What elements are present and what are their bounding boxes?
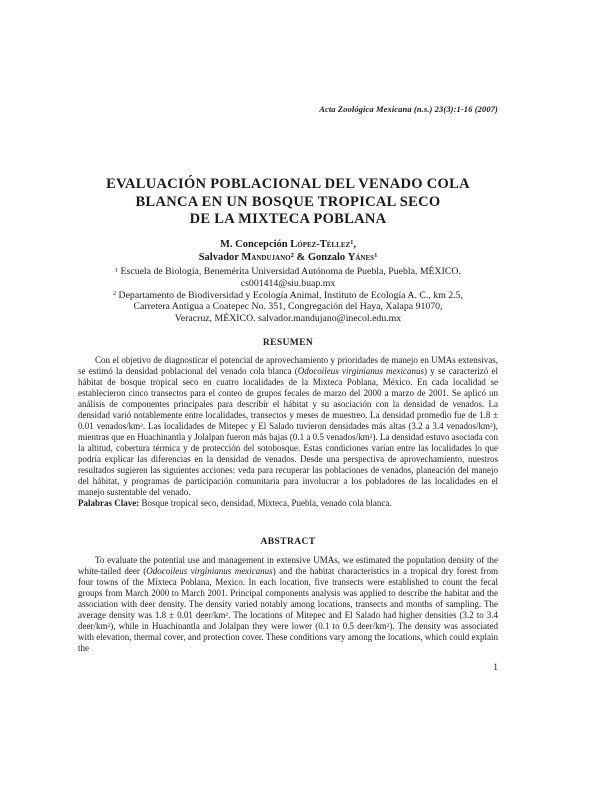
journal-citation-header: Acta Zoológica Mexicana (n.s.) 23(3):1-16 (2007) <box>319 104 498 114</box>
paper-title-line-2: BLANCA EN UN BOSQUE TROPICAL SECO <box>135 193 441 210</box>
author-line-1: M. Concepción López-Téllez$^1$, <box>219 239 357 250</box>
paper-title-line-3: DE LA MIXTECA POBLANA <box>189 211 387 227</box>
affiliation-line-2: $^2$ Departamento de Biodiversidad y Ecología Animal, Instituto de Ecología A. C., km 2.5, <box>113 289 463 301</box>
resumen-paragraph: Con el objetivo de diagnosticar el potencial de aprovechamiento y prioridades de manejo en UMAs extensivas, se estimó la densidad poblacional del venado cola blanca (Odocoileus virginianus mexicanus) y se caracterizó el hábitat de bosque tropical seco en cuatro localidades de la Mixteca Poblana, México. En cada localidad se establecieron cinco transectos para el conteo de grupos fecales de marzo del 2000 a marzo de 2001. Se aplicó un análisis de componentes principales para describir el hábitat y su asociación con la densidad de venados. La densidad varió notablemente entre localidades, transectos y meses de muestreo. La densidad promedio fue de 1.8 ± 0.01 venados/$km^2$. Las localidades de Mitepec y El Salado tuvieron densidades más altas (3.2 a 3.4 venados/$km^2$), mientras que en Huachinantla y Jolalpan fueron más bajas (0.1 a 0.5 venados/$km^2$). La densidad estuvo asociada con la altitud, cobertura térmica y de protección del sotobosque. Estas condiciones varían entre las localidades lo que podría explicar las diferencias en la densidad de venados. Desde una perspectiva de aprovechamiento, nuestros resultados sugieren las siguientes acciones: veda para recuperar las poblaciones de venados, planeación del manejo del hábitat, y programas de participación comunitaria para involucrar a los pobladores de las localidades en el manejo sustentable del venado. <box>78 355 498 497</box>
affiliation-line-1: $^1$ Escuela de Biología, Benemérita Universidad Autónoma de Puebla, Puebla, MÉXICO. <box>115 266 461 277</box>
affiliation-email-1: cs001414@siu.buap.mx <box>240 277 336 289</box>
abstract-paragraph: To evaluate the potential use and management in extensive UMAs, we estimated the population density of the white-tailed deer (Odocoileus virginianus mexicanus) and the habitat characteristics in a tropical dry forest from four towns of the Mixteca Poblana, Mexico. In each location, five transects were established to count the fecal groups from March 2000 to March 2001. Principal components analysis was applied to describe the habitat and the association with deer density. The density varied notably among locations, transects and months of sampling. The average density was 1.8 ± 0.01 deer/$km^2$. The locations of Mitepec and El Salado had higher densities (3.2 to 3.4 deer/$km^2$), while in Huachinantla and Jolalpan they were lower (0.1 to 0.5 deer/$km^2$). The density was associated with elevation, thermal cover, and protection cover. These conditions vary among the locations, which could explain the <box>78 555 498 653</box>
resumen-section <box>78 355 498 509</box>
abstract-section <box>78 555 498 654</box>
abstract-heading: ABSTRACT <box>260 537 316 547</box>
keywords-line: Palabras Clave: Bosque tropical seco, densidad, Mixteca, Puebla, venado cola blanca. <box>78 498 392 508</box>
paper-title <box>78 176 498 229</box>
affiliation-email-2: Veracruz, MÉXICO. salvador.mandujano@inecol.edu.mx <box>174 313 402 325</box>
author-line-2: Salvador Mandujano$^2$ & Gonzalo Yánes$^1$ <box>198 251 378 263</box>
affiliation-line-3: Carretera Antigua a Coatepec No. 351, Congregación del Haya, Xalapa 91070, <box>133 301 443 313</box>
affiliations-block <box>78 266 498 325</box>
author-list <box>78 239 498 264</box>
page-number: 1 <box>493 663 498 673</box>
paper-title-line-1: EVALUACIÓN POBLACIONAL DEL VENADO COLA <box>106 176 470 192</box>
resumen-heading: RESUMEN <box>262 338 314 348</box>
